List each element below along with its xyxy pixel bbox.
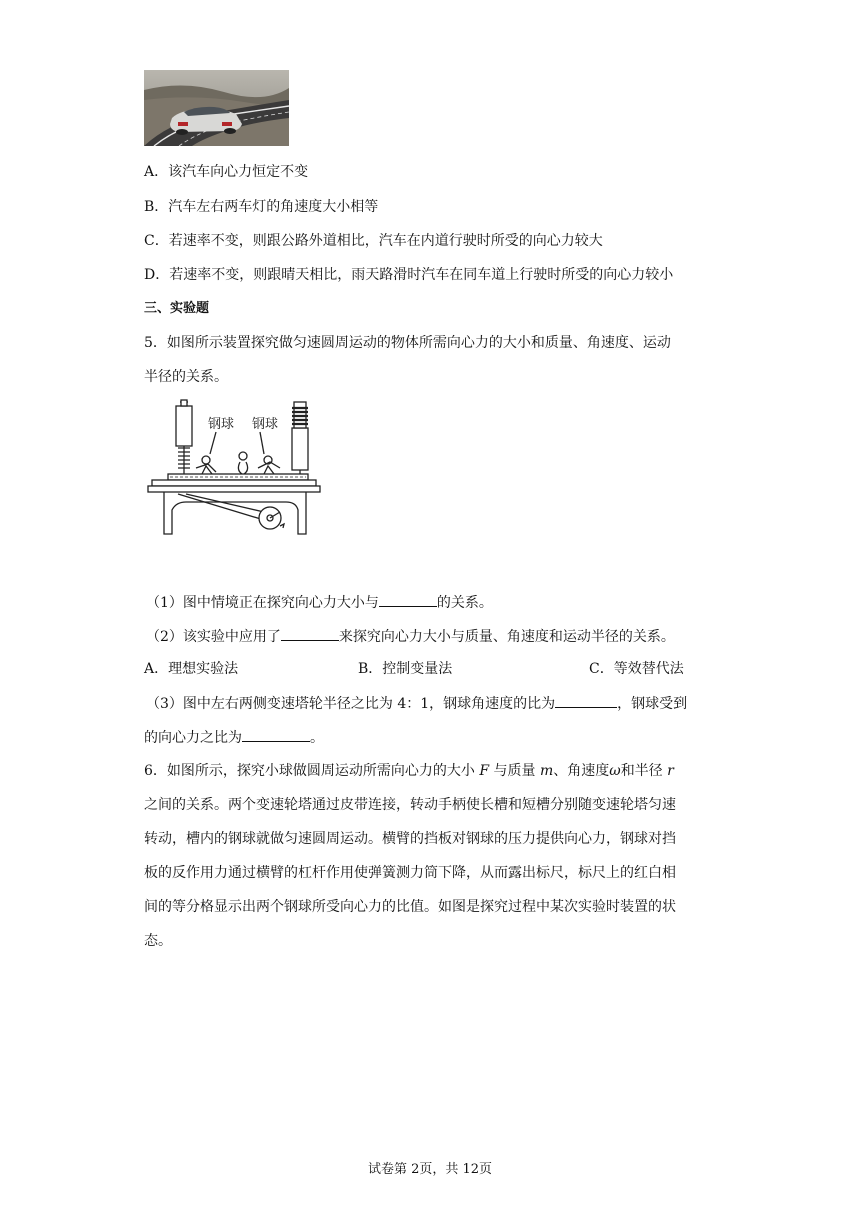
q5-sub1-blank[interactable]	[379, 592, 437, 607]
page-footer: 试卷第 2页，共 12页	[367, 1162, 493, 1177]
symbol-mass: m	[539, 763, 554, 779]
q5-sub1-before: （1）图中情境正在探究向心力大小与	[146, 595, 379, 611]
q5-sub3-line2-before: 的向心力之比为	[144, 730, 242, 746]
q6-line1-text-a: 6．如图所示，探究小球做圆周运动所需向心力的大小	[144, 763, 480, 779]
symbol-radius: r	[667, 763, 674, 779]
q5-sub2	[146, 626, 675, 647]
q5-sub3-before: （3）图中左右两侧变速塔轮半径之比为 4：1，钢球角速度的比为	[146, 696, 556, 712]
q6-line1	[144, 761, 674, 781]
option-d: D．若速率不变，则跟晴天相比，雨天路滑时汽车在同车道上行驶时所受的向心力较小	[144, 267, 674, 283]
q5-sub2-option-c: C．等效替代法	[589, 661, 684, 677]
symbol-omega: ω	[609, 763, 621, 779]
q6-line2: 之间的关系。两个变速轮塔通过皮带连接，转动手柄使长槽和短槽分别随变速轮塔匀速	[144, 797, 676, 813]
q5-intro-line2: 半径的关系。	[144, 369, 228, 385]
q5-sub3-after: ，钢球受到	[617, 696, 688, 712]
q6-line5: 间的等分格显示出两个钢球所受向心力的比值。如图是探究过程中某次实验时装置的状	[144, 899, 676, 915]
q5-sub3-line2	[144, 727, 324, 748]
q5-intro-line1: 5．如图所示装置探究做匀速圆周运动的物体所需向心力的大小和质量、角速度、运动	[144, 335, 671, 351]
q5-sub3-line1	[146, 693, 687, 714]
q6-line1-text-d: 和半径	[620, 763, 668, 779]
steel-ball-label-right: 钢球	[252, 417, 279, 432]
steel-ball-label-left: 钢球	[208, 417, 235, 432]
q5-sub2-blank[interactable]	[281, 626, 339, 641]
q5-sub3-blank2[interactable]	[242, 727, 310, 742]
q5-sub3-line2-after: 。	[310, 730, 324, 746]
q5-sub2-option-a: A．理想实验法	[144, 661, 239, 677]
q5-sub2-after: 来探究向心力大小与质量、角速度和运动半径的关系。	[338, 629, 675, 645]
car-on-road-photo	[144, 70, 289, 146]
q5-sub1	[146, 592, 493, 613]
option-a: A．该汽车向心力恒定不变	[144, 164, 309, 180]
q6-line4: 板的反作用力通过横臂的杠杆作用使弹簧测力筒下降，从而露出标尺，标尺上的红白相	[144, 865, 676, 881]
q6-line1-text-c: 、角速度	[553, 763, 610, 779]
centripetal-force-apparatus-figure	[146, 398, 324, 538]
q6-line3: 转动，槽内的钢球就做匀速圆周运动。横臂的挡板对钢球的压力提供向心力，钢球对挡	[144, 831, 676, 847]
q6-line6: 态。	[144, 933, 172, 949]
section-title: 三、实验题	[144, 301, 210, 316]
option-c: C．若速率不变，则跟公路外道相比，汽车在内道行驶时所受的向心力较大	[144, 233, 603, 249]
q5-sub2-before: （2）该实验中应用了	[146, 629, 281, 645]
option-b: B．汽车左右两车灯的角速度大小相等	[144, 199, 379, 215]
q5-sub3-blank1[interactable]	[555, 693, 617, 708]
q6-line1-text-b: 与质量	[489, 763, 540, 779]
symbol-force: F	[479, 763, 490, 779]
q5-sub2-option-b: B．控制变量法	[358, 661, 453, 677]
q5-sub1-after: 的关系。	[436, 595, 493, 611]
